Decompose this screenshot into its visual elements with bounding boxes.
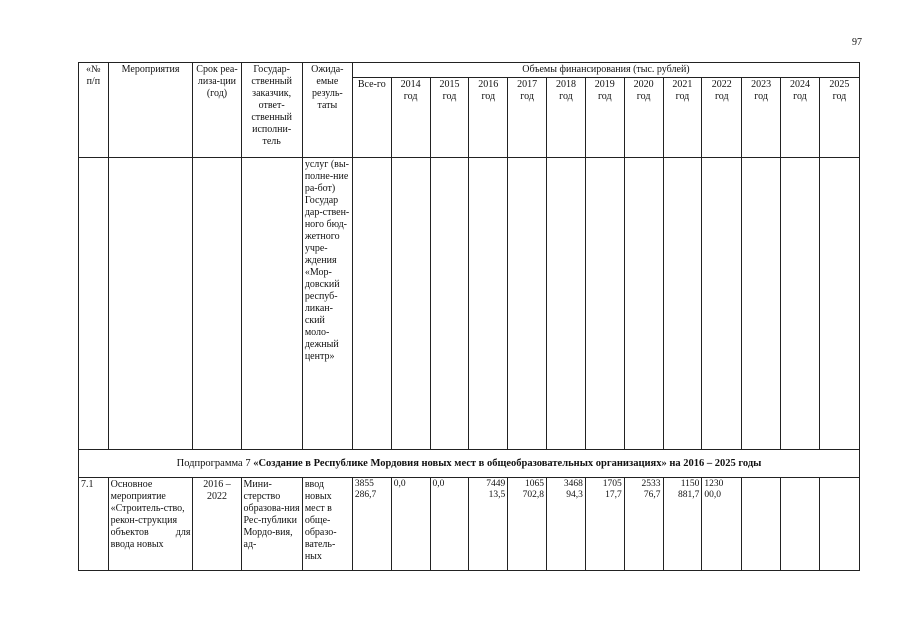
row-value: 7449 13,5 bbox=[469, 478, 508, 571]
header-year: 2017 год bbox=[508, 78, 547, 158]
header-year: 2020 год bbox=[624, 78, 663, 158]
header-activity: Мероприятия bbox=[108, 63, 193, 158]
header-year: 2021 год bbox=[663, 78, 702, 158]
row-customer: Мини-стерство образова-ния Рес-публики Мордо-вия, ад- bbox=[241, 478, 302, 571]
row-number: 7.1 bbox=[79, 478, 109, 571]
row-value bbox=[742, 478, 781, 571]
header-customer: Государ-ственный заказчик, ответ-ственный исполни-тель bbox=[241, 63, 302, 158]
row-value: 3468 94,3 bbox=[547, 478, 586, 571]
header-year: 2024 год bbox=[781, 78, 820, 158]
row-activity: Основное мероприятие «Строитель-ство, рекон-струкция объектов для ввода новых bbox=[108, 478, 193, 571]
row-value: 3855 286,7 bbox=[352, 478, 391, 571]
page-number: 97 bbox=[852, 37, 862, 48]
header-year: 2019 год bbox=[585, 78, 624, 158]
subprogram-row bbox=[79, 450, 860, 478]
header-year: Все-го bbox=[352, 78, 391, 158]
header-results: Ожида-емые резуль-таты bbox=[302, 63, 352, 158]
header-funding: Объемы финансирования (тыс. рублей) bbox=[352, 63, 859, 78]
header-term: Срок реа-лиза-ции (год) bbox=[193, 63, 241, 158]
row-value: 0,0 bbox=[391, 478, 430, 571]
row-term: 2016 – 2022 bbox=[193, 478, 241, 571]
row-value: 1230 00,0 bbox=[702, 478, 742, 571]
header-num: «№ п/п bbox=[79, 63, 109, 158]
funding-table bbox=[78, 62, 860, 571]
subprogram-title: Подпрограмма 7 «Создание в Республике Мордовия новых мест в общеобразовательных организациях» на 2016 – 2025 годы bbox=[79, 450, 860, 478]
header-year: 2018 год bbox=[547, 78, 586, 158]
row-value bbox=[781, 478, 820, 571]
header-year: 2022 год bbox=[702, 78, 742, 158]
row-value: 1150 881,7 bbox=[663, 478, 702, 571]
row-value: 1065 702,8 bbox=[508, 478, 547, 571]
continuation-row bbox=[79, 158, 860, 450]
header-year: 2015 год bbox=[430, 78, 469, 158]
header-year: 2016 год bbox=[469, 78, 508, 158]
row-value: 2533 76,7 bbox=[624, 478, 663, 571]
header-year: 2014 год bbox=[391, 78, 430, 158]
row-value: 0,0 bbox=[430, 478, 469, 571]
results-continuation: услуг (вы-полне-ние ра-бот) Государ дар-ствен-ного бюд-жетного учре-ждения «Мор-довский респуб-ликан-ский моло-дежный центр» bbox=[302, 158, 352, 450]
header-year: 2023 год bbox=[742, 78, 781, 158]
row-value bbox=[819, 478, 859, 571]
table-row bbox=[79, 478, 860, 571]
header-year: 2025 год bbox=[819, 78, 859, 158]
row-value: 1705 17,7 bbox=[585, 478, 624, 571]
row-results: ввод новых мест в обще-образо-ватель-ных bbox=[302, 478, 352, 571]
